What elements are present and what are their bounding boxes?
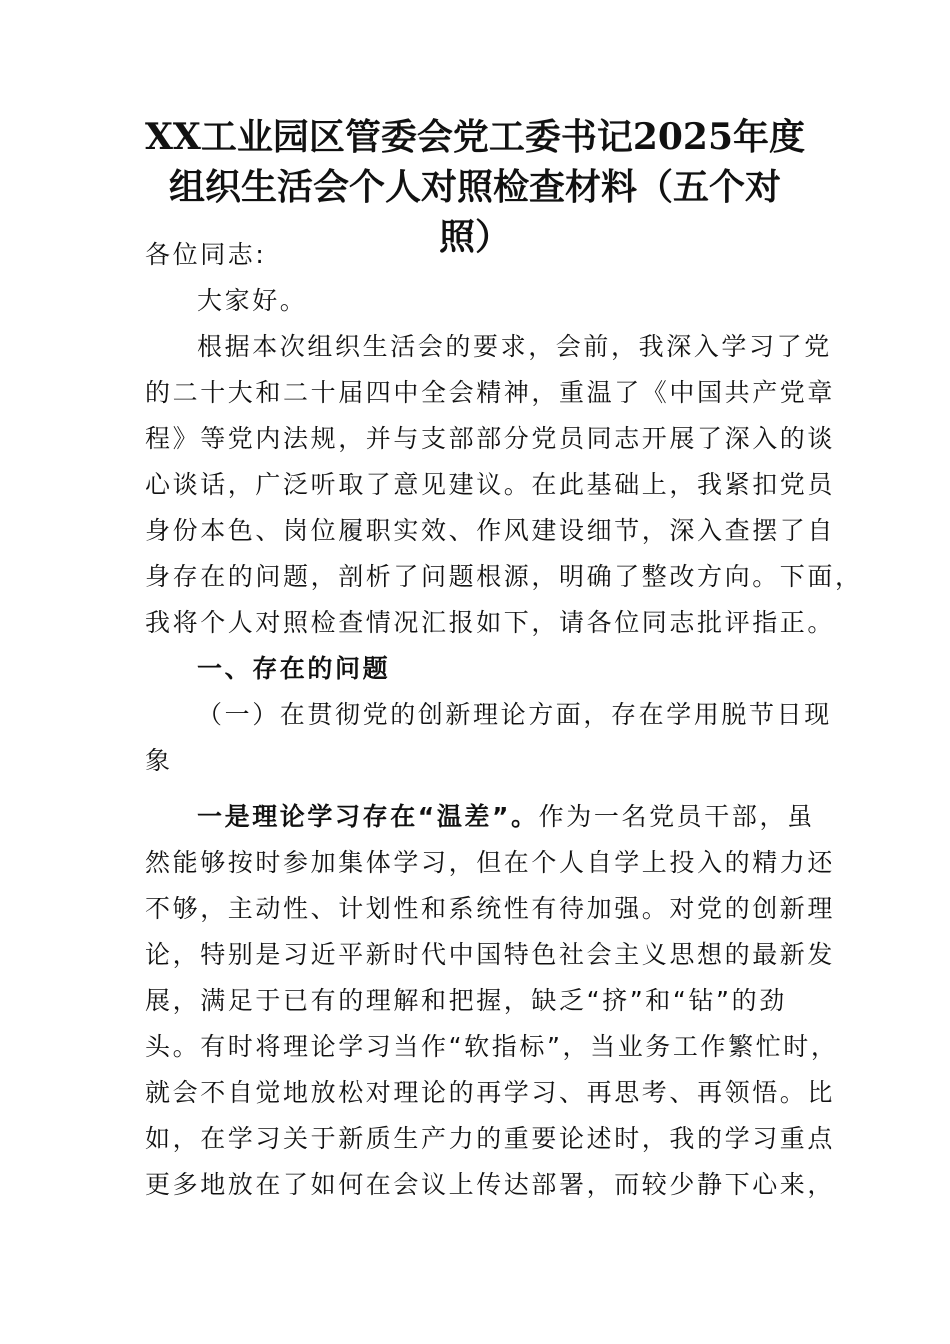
title-line-1: XX工业园区管委会党工委书记2025年度: [144, 116, 806, 158]
point-paragraph: [145, 794, 839, 1208]
point-line: 如，在学习关于新质生产力的重要论述时，我的学习重点: [145, 1124, 836, 1153]
subsection-line: 象: [145, 746, 173, 775]
point-line: 就会不自觉地放松对理论的再学习、再思考、再领悟。比: [145, 1078, 836, 1107]
title-line-3: 照）: [438, 216, 511, 258]
subsection-heading: [145, 692, 835, 784]
title-line-2: 组织生活会个人对照检查材料（五个对: [168, 166, 781, 208]
intro-line: 身份本色、岗位履职实效、作风建设细节，深入查摆了自: [145, 516, 836, 545]
greeting: 大家好。: [197, 286, 308, 315]
point-line: 论，特别是习近平新时代中国特色社会主义思想的最新发: [145, 940, 836, 969]
intro-line: 的二十大和二十届四中全会精神，重温了《中国共产党章: [145, 378, 836, 407]
point-line: 然能够按时参加集体学习，但在个人自学上投入的精力还: [145, 848, 836, 877]
intro-line: 程》等党内法规，并与支部部分党员同志开展了深入的谈: [145, 424, 836, 453]
intro-line: 身存在的问题，剖析了问题根源，明确了整改方向。下面，: [145, 562, 863, 591]
point-lead: 一是理论学习存在“温差”。: [197, 802, 539, 831]
point-line: 头。有时将理论学习当作“软指标”，当业务工作繁忙时，: [145, 1032, 839, 1061]
document-body: [145, 232, 863, 1208]
point-line: 展，满足于已有的理解和把握，缺乏“挤”和“钻”的劲: [145, 986, 787, 1015]
point-first-line: [145, 794, 835, 840]
point-first-rest: 作为一名党员干部，虽: [538, 802, 815, 831]
intro-paragraph: [145, 324, 863, 646]
salutation: 各位同志:: [145, 240, 267, 269]
section-heading-problems: 一、存在的问题: [197, 654, 391, 683]
intro-line: 心谈话，广泛听取了意见建议。在此基础上，我紧扣党员: [145, 470, 836, 499]
intro-line: 根据本次组织生活会的要求，会前，我深入学习了党: [197, 332, 832, 361]
subsection-line: （一）在贯彻党的创新理论方面，存在学用脱节日现: [197, 700, 832, 729]
intro-line: 我将个人对照检查情况汇报如下，请各位同志批评指正。: [145, 608, 836, 637]
point-line: 不够，主动性、计划性和系统性有待加强。对党的创新理: [145, 894, 836, 923]
point-line: 更多地放在了如何在会议上传达部署，而较少静下心来，: [145, 1170, 836, 1199]
